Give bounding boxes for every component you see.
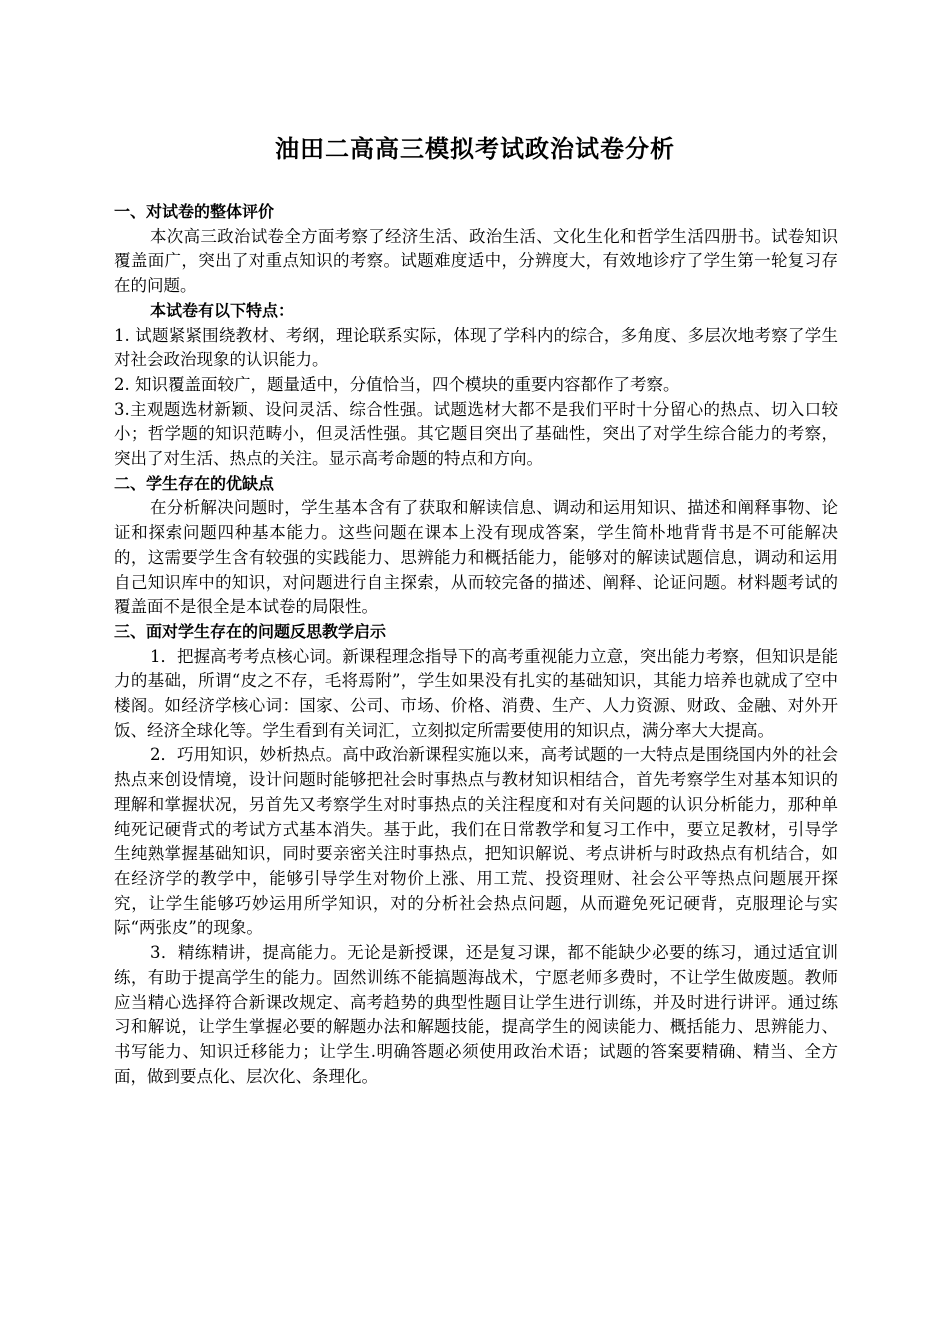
list-item: 3.主观题选材新颖、设问灵活、综合性强。试题选材大都不是我们平时十分留心的热点、切入口较小；哲学题的知识范畴小，但灵活性强。其它题目突出了基础性，突出了对学生综合能力的考察，突出了对生活、热点的关注。显示高考命题的特点和方向。 [114, 399, 838, 469]
document-title: 油田二高高三模拟考试政治试卷分析 [275, 135, 675, 163]
list-item: 2. 知识覆盖面较广，题量适中，分值恰当，四个模块的重要内容都作了考察。 [114, 374, 680, 394]
list-item: 1. 试题紧紧围绕教材、考纲，理论联系实际，体现了学科内的综合，多角度、多层次地考察了学生对社会政治现象的认识能力。 [114, 325, 838, 370]
section-heading-3: 三、面对学生存在的问题反思教学启示 [114, 621, 387, 641]
paragraph: 2．巧用知识，妙析热点。高中政治新课程实施以来，高考试题的一大特点是围绕国内外的社会热点来创设情境，设计问题时能够把社会时事热点与教材知识相结合，首先考察学生对基本知识的理解和掌握状况，另首先又考察学生对时事热点的关注程度和对有关问题的认识分析能力，那种单纯死记硬背式的考试方式基本消失。基于此，我们在日常教学和复习工作中，要立足教材，引导学生纯熟掌握基础知识，同时要亲密关注时事热点，把知识解说、考点讲析与时政热点有机结合，如在经济学的教学中，能够引导学生对物价上涨、用工荒、投资理财、社会公平等热点问题展开探究，让学生能够巧妙运用所学知识，对的分析社会热点问题，从而避免死记硬背，克服理论与实际“两张皮”的现象。 [114, 745, 838, 938]
document-body [114, 200, 838, 1089]
section-heading-1: 一、对试卷的整体评价 [114, 202, 275, 221]
features-heading: 本试卷有以下特点： [150, 300, 295, 320]
section-heading-2: 二、学生存在的优缺点 [114, 473, 275, 493]
paragraph: 本次高三政治试卷全方面考察了经济生活、政治生活、文化生化和哲学生活四册书。试卷知识覆盖面广，突出了对重点知识的考察。试题难度适中，分辨度大，有效地诊疗了学生第一轮复习存在的问题。 [114, 226, 838, 296]
paragraph: 3．精练精讲，提高能力。无论是新授课，还是复习课，都不能缺少必要的练习，通过适宜训练，有助于提高学生的能力。固然训练不能搞题海战术，宁愿老师多费时，不让学生做废题。教师应当精心选择符合新课改规定、高考趋势的典型性题目让学生进行训练，并及时进行讲评。通过练习和解说，让学生掌握必要的解题办法和解题技能，提高学生的阅读能力、概括能力、思辨能力、书写能力、知识迁移能力；让学生.明确答题必须使用政治术语；试题的答案要精确、精当、全方面，做到要点化、层次化、条理化。 [114, 943, 838, 1086]
paragraph: 1．把握高考考点核心词。新课程理念指导下的高考重视能力立意，突出能力考察，但知识是能力的基础，所谓“皮之不存，毛将焉附”，学生如果没有扎实的基础知识，其能力培养也就成了空中楼阁。如经济学核心词：国家、公司、市场、价格、消费、生产、人力资源、财政、金融、对外开饭、经济全球化等。学生看到有关词汇，立刻拟定所需要使用的知识点，满分率大大提高。 [114, 646, 838, 740]
paragraph: 在分析解决问题时，学生基本含有了获取和解读信息、调动和运用知识、描述和阐释事物、论证和探索问题四种基本能力。这些问题在课本上没有现成答案，学生简朴地背背书是不可能解决的，这需要学生含有较强的实践能力、思辨能力和概括能力，能够对的解读试题信息，调动和运用自己知识库中的知识，对问题进行自主探索，从而较完备的描述、阐释、论证问题。材料题考试的覆盖面不是很全是本试卷的局限性。 [114, 498, 838, 617]
